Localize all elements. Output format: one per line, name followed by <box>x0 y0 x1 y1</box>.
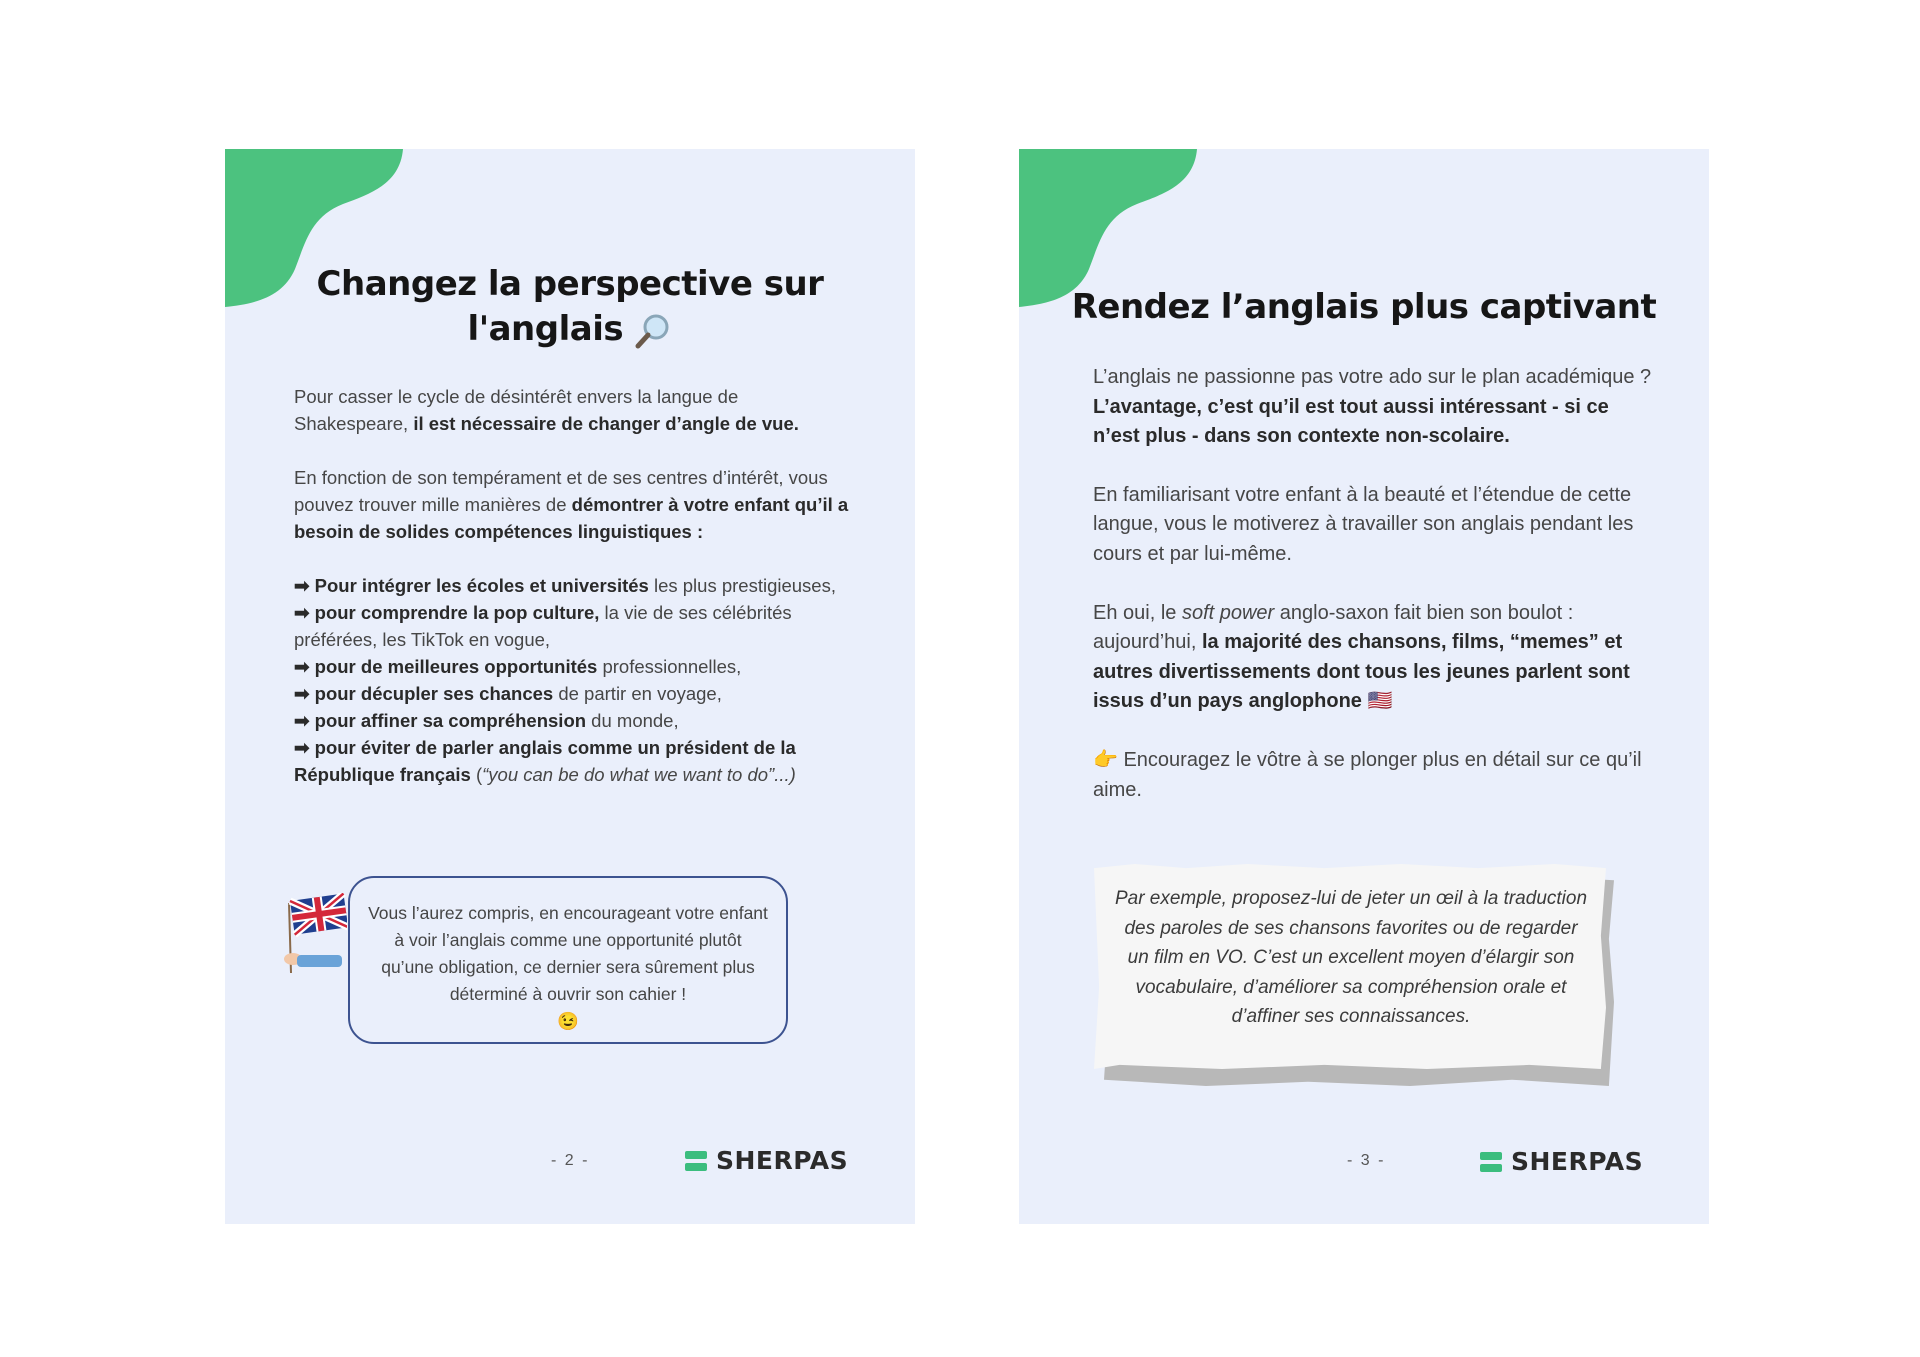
third-paragraph: Eh oui, le soft power anglo-saxon fait bien son boulot : aujourd’hui, la majorité des chansons, films, “memes” et autres divertissements dont tous les jeunes parlent sont issus d’un pays anglophone 🇺🇸 <box>1093 601 1630 713</box>
second-paragraph: En fonction de son tempérament et de ses centres d’intérêt, vous pouvez trouver mille manières de démontrer à votre enfant qu’il a besoin de solides compétences linguistiques : <box>294 467 849 542</box>
quote-note <box>1094 864 1614 1084</box>
us-flag-icon: 🇺🇸 <box>1367 690 1393 713</box>
list-item: ➡ pour affiner sa compréhension du monde, <box>294 710 679 731</box>
magnifying-glass-icon <box>634 312 672 350</box>
second-paragraph: En familiarisant votre enfant à la beauté et l’étendue de cette langue, vous le motiverez à travailler son anglais pendant les cours et par lui-même. <box>1093 483 1634 565</box>
list-item: ➡ pour éviter de parler anglais comme un président de la République français (“you can be do what we want to do”...) <box>294 737 796 785</box>
sherpas-logo: SHERPAS <box>685 1146 848 1175</box>
bubble-text: Vous l’aurez compris, en encourageant votre enfant à voir l’anglais comme une opportunité plutôt qu’une obligation, ce dernier sera sûrement plus déterminé à ouvrir son cahier ! <box>368 903 768 1004</box>
intro-paragraph: L’anglais ne passionne pas votre ado sur le plan académique ? L’avantage, c’est qu’il est tout aussi intéressant - si ce n’est plus - dans son contexte non-scolaire. <box>1093 366 1652 448</box>
list-item: ➡ pour comprendre la pop culture, la vie de ses célébrités préférées, les TikTok en vogue, <box>294 602 792 650</box>
sherpas-logo-icon <box>685 1150 707 1172</box>
page-number: - 3 - <box>1347 1152 1386 1169</box>
wink-emoji-icon: 😉 <box>557 1011 579 1031</box>
body-text <box>1093 363 1658 805</box>
uk-flag-hand-illustration <box>277 893 347 983</box>
intro-paragraph: Pour casser le cycle de désintérêt envers la langue de Shakespeare, il est nécessaire de changer d’angle de vue. <box>294 386 799 434</box>
reasons-list <box>294 572 854 788</box>
page-number: - 2 - <box>551 1152 590 1169</box>
page-title: Rendez l’anglais plus captivant <box>1071 287 1657 327</box>
fourth-paragraph: 👉 Encouragez le vôtre à se plonger plus en détail sur ce qu’il aime. <box>1093 748 1642 801</box>
quote-text: Par exemple, proposez-lui de jeter un œil à la traduction des paroles de ses chansons favorites ou de regarder un film en VO. C’est un excellent moyen d’élargir son vocabulaire, d’améliorer sa compréhension orale et d’affiner ses connaissances. <box>1114 888 1588 1028</box>
body-text <box>294 383 854 788</box>
page-2 <box>225 149 915 1224</box>
speech-bubble <box>348 876 788 1044</box>
page-3 <box>1019 149 1709 1224</box>
sherpas-logo-icon <box>1480 1151 1502 1173</box>
sherpas-logo: SHERPAS <box>1480 1147 1643 1176</box>
pointing-hand-icon: 👉 <box>1093 748 1118 771</box>
list-item: ➡ pour décupler ses chances de partir en voyage, <box>294 683 722 704</box>
page-title: Changez la perspective sur l'anglais <box>316 264 824 349</box>
list-item: ➡ Pour intégrer les écoles et universités les plus prestigieuses, <box>294 575 836 596</box>
list-item: ➡ pour de meilleures opportunités professionnelles, <box>294 656 742 677</box>
